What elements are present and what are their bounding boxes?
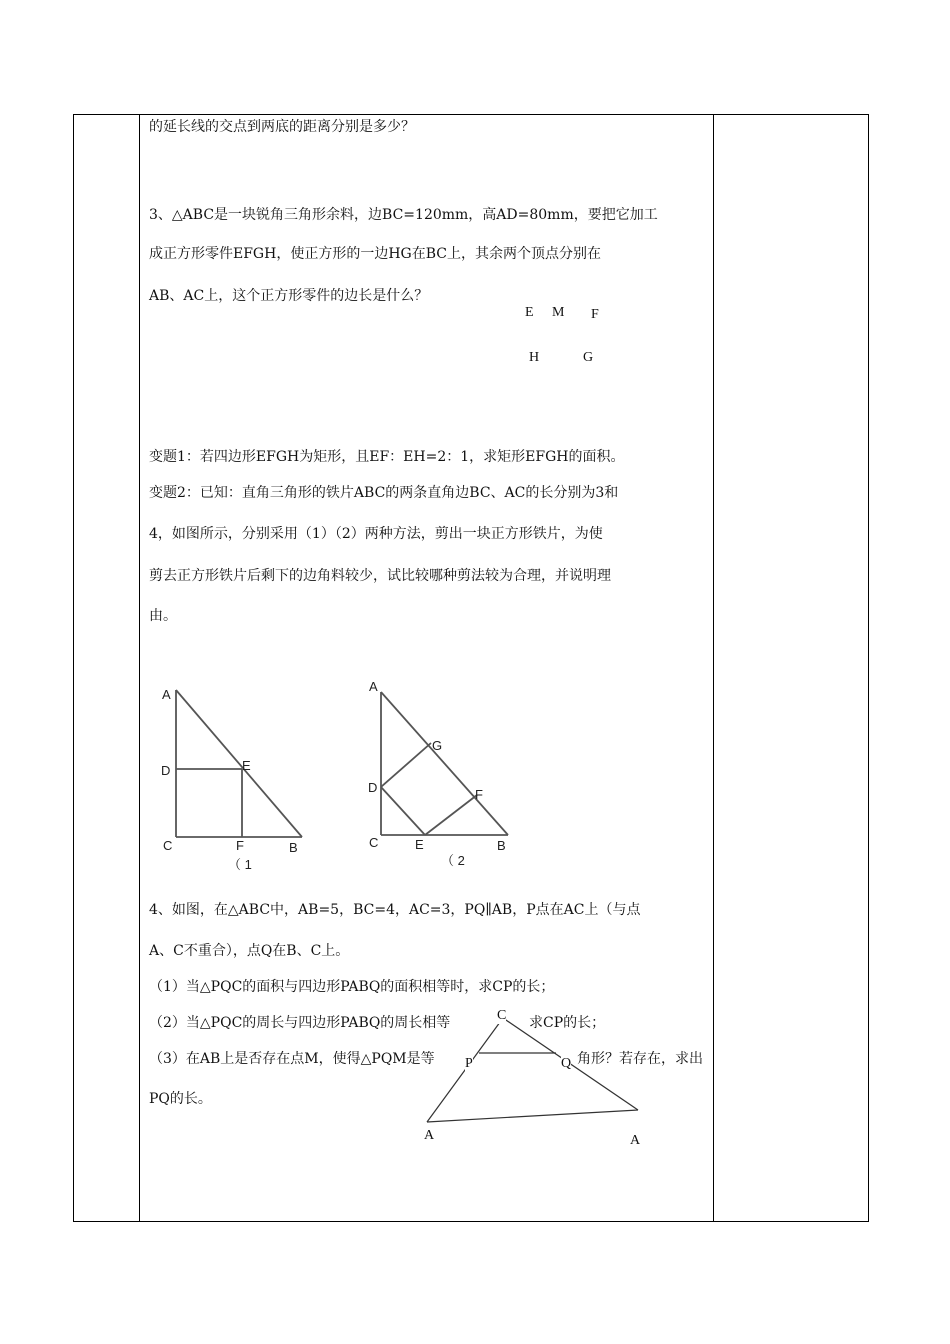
square-label-g: G [583, 350, 594, 365]
fig2-label-d: D [368, 780, 378, 795]
fig2-caption: （ 2 [441, 853, 465, 868]
question-3-line-3: AB、AC上，这个正方形零件的边长是什么？ [149, 288, 429, 304]
text-line: 的延长线的交点到两底的距离分别是多少？ [149, 119, 415, 135]
question-4-line-2: A、C不重合），点Q在B、C上。 [149, 943, 350, 959]
question-4-sub-3b: 角形？若存在，求出 [577, 1051, 703, 1067]
variant-2-line-4: 由。 [149, 608, 177, 624]
variant-2-line-1: 变题2：已知：直角三角形的铁片ABC的两条直角边BC、AC的长分别为3和 [149, 485, 619, 501]
fig1-label-f: F [236, 838, 244, 853]
square-label-m: M [552, 305, 565, 320]
fig1-caption: （ 1 [228, 857, 252, 872]
fig2-label-c: C [369, 835, 379, 850]
question-4-sub-3c: PQ的长。 [149, 1091, 212, 1107]
variant-1: 变题1：若四边形EFGH为矩形，且EF：EH=2：1，求矩形EFGH的面积。 [149, 449, 625, 465]
fig4-label-c: C [497, 1008, 507, 1023]
fig2-label-a: A [369, 679, 378, 694]
fig2-label-b: B [497, 838, 506, 853]
fig2-label-e: E [415, 837, 424, 852]
fig1-label-d: D [161, 763, 171, 778]
question-4-sub-3a: （3）在AB上是否存在点M，使得△PQM是等 [149, 1051, 435, 1067]
figure-4-triangle [427, 1018, 638, 1122]
fig4-label-p: P [465, 1056, 473, 1071]
fig1-label-c: C [163, 838, 173, 853]
figure-1 [176, 690, 302, 837]
fig4-label-a: A [424, 1128, 435, 1143]
fig2-label-f: F [475, 787, 483, 802]
figure-2 [381, 692, 508, 835]
question-4-sub-2a: （2）当△PQC的周长与四边形PABQ的周长相等 [149, 1015, 451, 1031]
fig1-label-e: E [242, 758, 251, 773]
fig1-label-a: A [162, 687, 171, 702]
fig4-label-q: Q [561, 1056, 572, 1071]
fig4-label-b: A [630, 1133, 641, 1148]
variant-2-line-3: 剪去正方形铁片后剩下的边角料较少，试比较哪种剪法较为合理，并说明理 [149, 568, 611, 584]
question-3-line-2: 成正方形零件EFGH，使正方形的一边HG在BC上，其余两个顶点分别在 [149, 246, 601, 262]
question-4-sub-1: （1）当△PQC的面积与四边形PABQ的面积相等时，求CP的长； [149, 979, 555, 995]
fig2-label-g: G [432, 738, 443, 753]
square-label-h: H [529, 350, 540, 365]
square-label-f: F [591, 307, 599, 322]
question-4-sub-2b: 求CP的长； [529, 1015, 606, 1031]
fig1-label-b: B [289, 840, 298, 855]
square-label-e: E [525, 305, 534, 320]
variant-2-line-2: 4，如图所示，分别采用（1）（2）两种方法，剪出一块正方形铁片，为使 [149, 526, 603, 542]
question-3-line-1: 3、△ABC是一块锐角三角形余料，边BC=120mm，高AD=80mm，要把它加工 [149, 207, 658, 223]
question-4-line-1: 4、如图，在△ABC中，AB=5，BC=4，AC=3，PQ∥AB，P点在AC上（与点 [149, 902, 641, 918]
